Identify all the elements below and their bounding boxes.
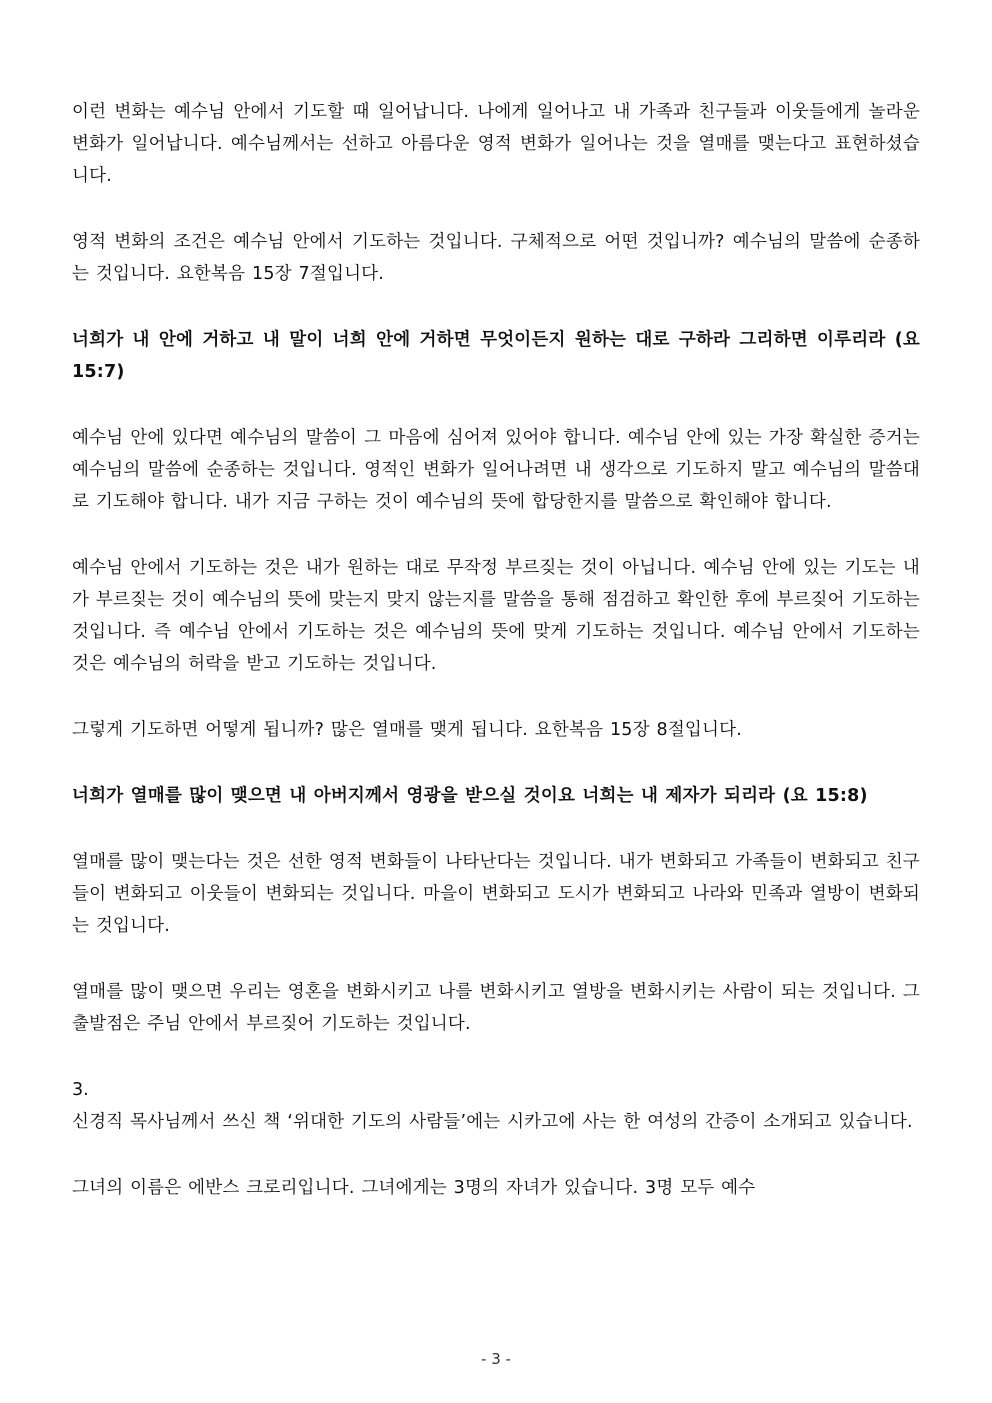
paragraph-3: 예수님 안에 있다면 예수님의 말씀이 그 마음에 심어져 있어야 합니다. 예수님 안에 있는 가장 확실한 증거는 예수님의 말씀에 순종하는 것입니다. 영적인 변화가 일어나려면 내 생각으로 기도하지 말고 예수님의 말씀대로 기도해야 합니다. 내가 지금 구하는 것이 예수님의 뜻에 합당한지를 말씀으로 확인해야 합니다. [72, 428, 920, 512]
paragraph-4: 예수님 안에서 기도하는 것은 내가 원하는 대로 무작정 부르짖는 것이 아닙니다. 예수님 안에 있는 기도는 내가 부르짖는 것이 예수님의 뜻에 맞는지 맞지 않는지를 말씀을 통해 점검하고 확인한 후에 부르짖어 기도하는 것입니다. 즉 예수님 안에서 기도하는 것은 예수님의 뜻에 맞게 기도하는 것입니다. 예수님 안에서 기도하는 것은 예수님의 허락을 받고 기도하는 것입니다. [72, 558, 920, 674]
paragraph-9: 그녀의 이름은 에반스 크로리입니다. 그녀에게는 3명의 자녀가 있습니다. 3명 모두 예수 [72, 1178, 756, 1198]
page-number: - 3 - [481, 1350, 511, 1368]
paragraph-8: 신경직 목사님께서 쓰신 책 ‘위대한 기도의 사람들’에는 시카고에 사는 한 여성의 간증이 소개되고 있습니다. [72, 1112, 913, 1132]
paragraph-2: 영적 변화의 조건은 예수님 안에서 기도하는 것입니다. 구체적으로 어떤 것입니까? 예수님의 말씀에 순종하는 것입니다. 요한복음 15장 7절입니다. [72, 232, 920, 284]
scripture-quote-john-15-8: 너희가 열매를 많이 맺으면 내 아버지께서 영광을 받으실 것이요 너희는 내 제자가 되리라 (요 15:8) [72, 786, 868, 806]
document-page [72, 96, 920, 1204]
paragraph-6: 열매를 많이 맺는다는 것은 선한 영적 변화들이 나타난다는 것입니다. 내가 변화되고 가족들이 변화되고 친구들이 변화되고 이웃들이 변화되는 것입니다. 마을이 변화되고 도시가 변화되고 나라와 민족과 열방이 변화되는 것입니다. [72, 852, 920, 936]
scripture-quote-john-15-7: 너희가 내 안에 거하고 내 말이 너희 안에 거하면 무엇이든지 원하는 대로 구하라 그리하면 이루리라 (요 15:7) [72, 330, 920, 382]
paragraph-7: 열매를 많이 맺으면 우리는 영혼을 변화시키고 나를 변화시키고 열방을 변화시키는 사람이 되는 것입니다. 그 출발점은 주님 안에서 부르짖어 기도하는 것입니다. [72, 982, 920, 1034]
paragraph-1: 이런 변화는 예수님 안에서 기도할 때 일어납니다. 나에게 일어나고 내 가족과 친구들과 이웃들에게 놀라운 변화가 일어납니다. 예수님께서는 선하고 아름다운 영적 변화가 일어나는 것을 열매를 맺는다고 표현하셨습니다. [72, 102, 920, 186]
section-number: 3. [72, 1080, 89, 1100]
paragraph-5: 그렇게 기도하면 어떻게 됩니까? 많은 열매를 맺게 됩니다. 요한복음 15장 8절입니다. [72, 720, 743, 740]
